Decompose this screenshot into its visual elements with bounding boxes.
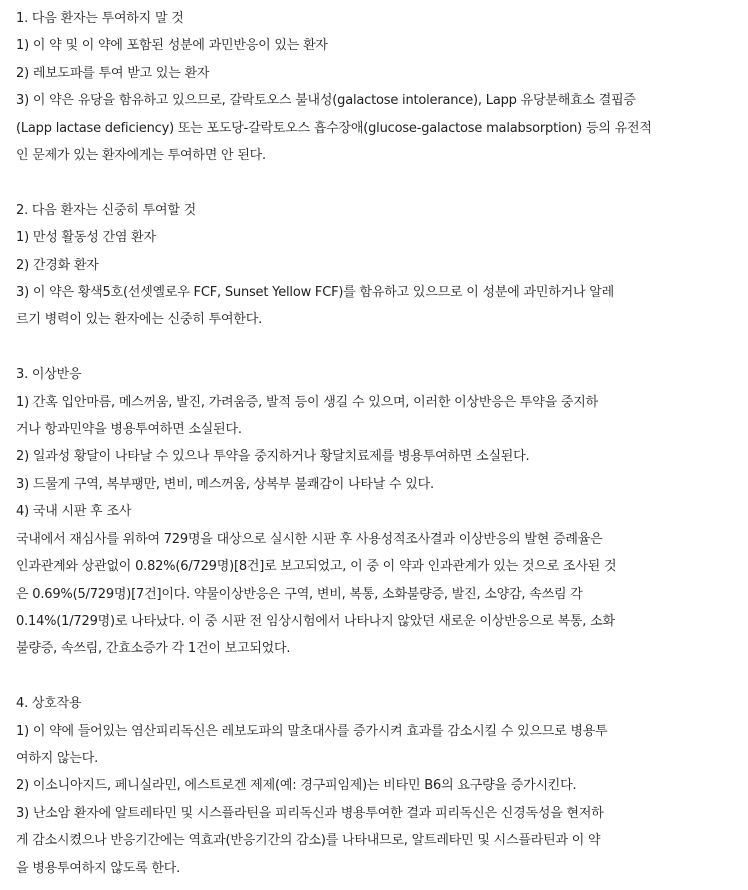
text-line: 1) 간혹 입안마름, 메스꺼움, 발진, 가려움증, 발적 등이 생길 수 있으며, 이러한 이상반응은 투약을 중지하	[16, 394, 598, 410]
text-line: 1) 이 약 및 이 약에 포함된 성분에 과민반응이 있는 환자	[16, 38, 328, 54]
text-line: 은 0.69%(5/729명)[7건]이다. 약물이상반응은 구역, 변비, 복통, 소화불량증, 발진, 소양감, 속쓰림 각	[16, 586, 583, 602]
section-heading: 3. 이상반응	[16, 367, 82, 383]
text-line: 을 병용투여하지 않도록 한다.	[16, 860, 181, 876]
text-line: 4) 국내 시판 후 조사	[16, 504, 132, 520]
text-line: 인 문제가 있는 환자에게는 투여하면 안 된다.	[16, 148, 266, 164]
section-interactions	[16, 690, 738, 882]
text-line: 거나 항과민약을 병용투여하면 소실된다.	[16, 422, 242, 438]
text-line: 2) 이소니아지드, 페니실라민, 에스트로겐 제제(예: 경구피임제)는 비타민 B6의 요구량을 증가시킨다.	[16, 778, 577, 794]
text-line: 여하지 않는다.	[16, 750, 99, 766]
text-line: 르기 병력이 있는 환자에는 신중히 투여한다.	[16, 312, 263, 328]
text-line: 국내에서 재심사를 위하여 729명을 대상으로 실시한 시판 후 사용성적조사결과 이상반응의 발현 증례율은	[16, 531, 603, 547]
text-line: 1) 이 약에 들어있는 염산피리독신은 레보도파의 말초대사를 증가시켜 효과를 감소시킬 수 있으므로 병용투	[16, 723, 608, 739]
text-line: 게 감소시켰으나 반응기간에는 역효과(반응기간의 감소)를 나타내므로, 알트레타민 및 시스플라틴과 이 약	[16, 833, 601, 849]
text-line: (Lapp lactase deficiency) 또는 포도당-갈락토오스 흡수장애(glucose-galactose malabsorption) 등의 유전적	[16, 120, 652, 136]
text-line: 인과관계와 상관없이 0.82%(6/729명)[8건]로 보고되었고, 이 중 이 약과 인과관계가 있는 것으로 조사된 것	[16, 559, 617, 575]
text-line: 2) 레보도파를 투여 받고 있는 환자	[16, 65, 210, 81]
text-line: 3) 이 약은 황색5호(선셋옐로우 FCF, Sunset Yellow FCF)를 함유하고 있으므로 이 성분에 과민하거나 알레	[16, 285, 614, 301]
text-line: 3) 드물게 구역, 복부팽만, 변비, 메스꺼움, 상복부 불쾌감이 나타날 수 있다.	[16, 476, 434, 492]
text-line: 3) 난소암 환자에 알트레타민 및 시스플라틴을 피리독신과 병용투여한 결과 피리독신은 신경독성을 현저하	[16, 805, 604, 821]
text-line: 불량증, 속쓰림, 간효소증가 각 1건이 보고되었다.	[16, 641, 291, 657]
text-line: 1) 만성 활동성 간염 환자	[16, 230, 156, 246]
section-cautions	[16, 197, 738, 334]
text-line: 2) 간경화 환자	[16, 257, 99, 273]
text-line: 2) 일과성 황달이 나타날 수 있으나 투약을 중지하거나 황달치료제를 병용투여하면 소실된다.	[16, 449, 530, 465]
section-heading: 4. 상호작용	[16, 696, 82, 712]
section-adverse-reactions	[16, 361, 738, 662]
section-heading: 1. 다음 환자는 투여하지 말 것	[16, 11, 184, 26]
section-heading: 2. 다음 환자는 신중히 투여할 것	[16, 202, 196, 218]
text-line: 0.14%(1/729명)로 나타났다. 이 중 시판 전 임상시험에서 나타나지 않았던 새로운 이상반응으로 복통, 소화	[16, 613, 615, 629]
section-contraindications	[16, 5, 738, 169]
text-line: 3) 이 약은 유당을 함유하고 있으므로, 갈락토오스 불내성(galactose intolerance), Lapp 유당분해효소 결핍증	[16, 93, 636, 109]
